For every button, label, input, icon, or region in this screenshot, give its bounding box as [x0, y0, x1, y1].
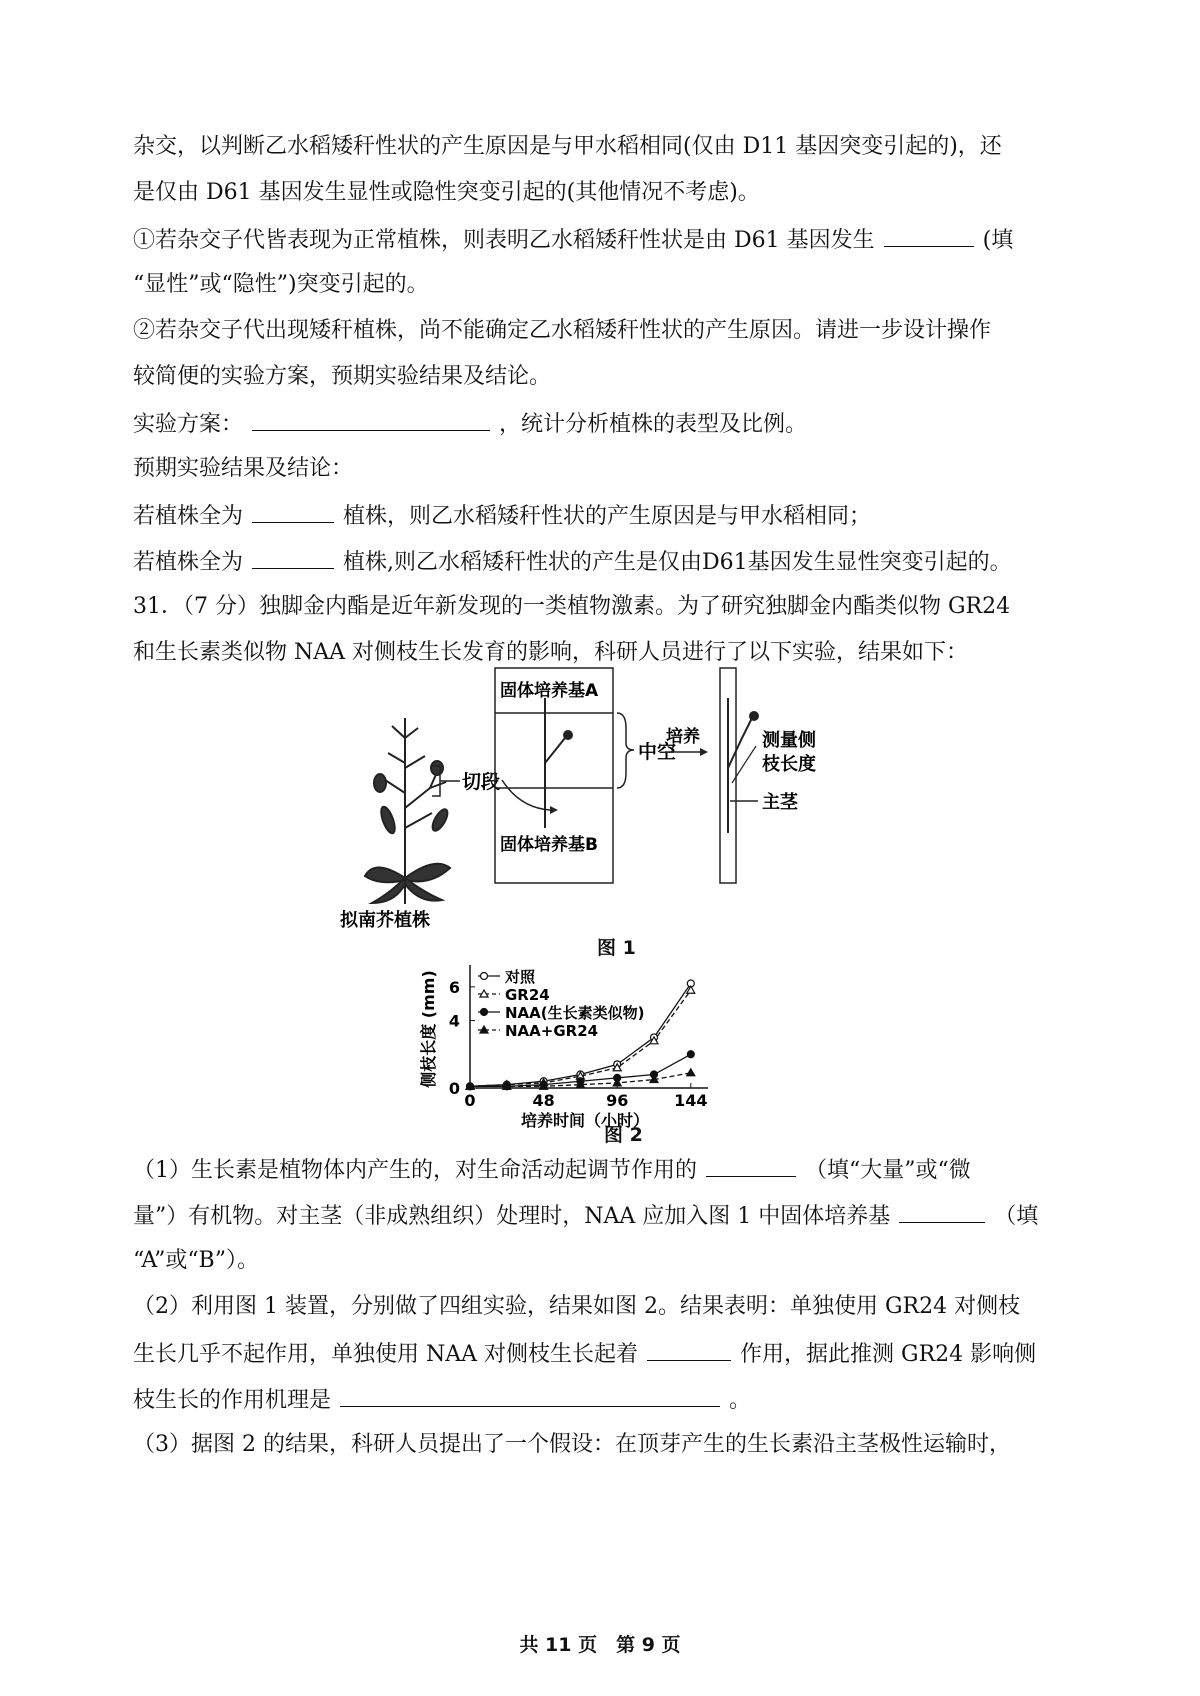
question-1-text: ①若杂交子代皆表现为正常植株，则表明乙水稻矮秆性状是由 D61 基因发生 [133, 228, 875, 253]
text-line-6: 较简便的实验方案，预期实验结果及结论。 [133, 364, 552, 389]
text-line-10 [133, 546, 1012, 578]
text-line-18 [133, 1384, 751, 1416]
figure-1-caption: 图 1 [597, 937, 636, 959]
question-31-2b-text: 生长几乎不起作用，单独使用 NAA 对侧枝生长起着 [133, 1342, 639, 1367]
result-1-lead: 若植株全为 [133, 504, 244, 529]
legend-marker-0 [481, 973, 488, 980]
question-31-1-text: （1）生长素是植物体内产生的，对生命活动起调节作用的 [133, 1158, 697, 1183]
question-31-1b-text: 量”）有机物。对主茎（非成熟组织）处理时，NAA 应加入图 1 中固体培养基 [133, 1204, 891, 1229]
question-31-2c-text: 枝生长的作用机理是 [133, 1388, 332, 1413]
medium-a-label: 固体培养基A [500, 681, 599, 701]
text-line-12: 和生长素类似物 NAA 对侧枝生长发育的影响，科研人员进行了以下实验，结果如下： [133, 640, 969, 665]
text-line-2: 是仅由 D61 基因发生显性或隐性突变引起的(其他情况不考虑)。 [133, 180, 760, 205]
text-line-4: “显性”或“隐性”)突变引起的。 [133, 272, 429, 297]
figure-2-caption: 图 2 [604, 1124, 643, 1146]
legend-label-0: 对照 [505, 968, 536, 986]
text-line-13 [133, 1154, 971, 1186]
text-line-14 [133, 1200, 1038, 1232]
result-2-tail: 植株,则乙水稻矮秆性状的产生是仅由D61基因发生显性突变引起的。 [343, 550, 1012, 575]
stem-segment-icon [545, 698, 572, 828]
question-31-2c-tail: 。 [729, 1388, 752, 1413]
answer-blank[interactable] [647, 1338, 731, 1361]
question-31-2-text: （2）利用图 1 装置，分别做了四组实验，结果如图 2。结果表明：单独使用 GR24 对侧枝 [133, 1294, 1021, 1319]
answer-blank[interactable] [706, 1154, 796, 1177]
data-point-series-2 [687, 1051, 694, 1058]
text-line-8: 预期实验结果及结论： [133, 456, 354, 481]
result-2-lead: 若植株全为 [133, 550, 244, 575]
measure-label-line-2: 枝长度 [762, 754, 816, 775]
text-line-5: ②若杂交子代出现矮秆植株，尚不能确定乙水稻矮秆性状的产生原因。请进一步设计操作 [133, 318, 992, 343]
question-31-2b-tail: 作用，据此推测 GR24 影响侧 [740, 1342, 1037, 1367]
text-line-7 [133, 408, 807, 440]
page-footer: 共 11 页 第 9 页 [519, 1634, 681, 1656]
main-stem-label: 主茎 [762, 792, 798, 813]
x-tick-label: 48 [532, 1091, 555, 1110]
legend-label-1: GR24 [505, 986, 550, 1004]
y-tick-label: 0 [448, 1079, 460, 1098]
text-line-17 [133, 1338, 1036, 1370]
question-31-3-text: （3）据图 2 的结果，科研人员提出了一个假设：在顶芽产生的生长素沿主茎极性运输时， [133, 1432, 1011, 1457]
x-tick-label: 96 [606, 1091, 629, 1110]
text-line-9 [133, 500, 871, 532]
y-axis-title: 侧枝长度 (mm) [419, 970, 438, 1088]
answer-blank[interactable] [340, 1384, 720, 1407]
hollow-label: 中空 [638, 741, 677, 763]
figure-1 [340, 681, 830, 953]
grown-branch-icon [728, 698, 758, 833]
y-tick-label: 6 [448, 977, 460, 997]
plant-label: 拟南芥植株 [340, 910, 430, 931]
answer-blank[interactable] [252, 546, 334, 569]
y-tick-label: 4 [448, 1011, 460, 1031]
cut-label: 切段 [462, 771, 501, 793]
chart-figure-2 [419, 960, 770, 1135]
result-1-tail: 植株，则乙水稻矮秆性状的产生原因是与甲水稻相同； [343, 504, 872, 529]
x-axis-title: 培养时间（小时） [520, 1111, 650, 1130]
question-1-hint: (填 [982, 228, 1014, 253]
x-tick-label: 144 [674, 1091, 708, 1110]
data-point-series-3 [687, 1069, 695, 1076]
text-line-3 [133, 224, 1013, 256]
answer-blank[interactable] [252, 408, 490, 431]
measure-label-line-1: 测量侧 [762, 730, 816, 751]
legend-marker-2 [481, 1009, 488, 1016]
text-line-15: “A”或“B”）。 [133, 1248, 259, 1273]
experiment-plan-label: 实验方案： [133, 412, 244, 437]
question-31-header: 31．（7 分）独脚金内酯是近年新发现的一类植物激素。为了研究独脚金内酯类似物 GR24 [133, 594, 1011, 619]
legend-label-3: NAA+GR24 [505, 1022, 599, 1040]
question-31-1-hint: （填“大量”或“微 [805, 1158, 971, 1183]
legend-label-2: NAA(生长素类似物) [505, 1004, 645, 1022]
text-line-1: 杂交，以判断乙水稻矮秆性状的产生原因是与甲水稻相同(仅由 D11 基因突变引起的)，还 [133, 134, 1002, 159]
experiment-plan-tail: ，统计分析植株的表型及比例。 [499, 412, 808, 437]
question-31-1b-hint: （填 [994, 1204, 1039, 1229]
x-tick-label: 0 [464, 1091, 476, 1110]
arabidopsis-plant-illustration [365, 718, 450, 904]
answer-blank[interactable] [899, 1200, 985, 1223]
medium-b-label: 固体培养基B [500, 835, 598, 855]
answer-blank[interactable] [884, 224, 974, 247]
culture-label: 培养 [666, 727, 700, 747]
answer-blank[interactable] [252, 500, 334, 523]
